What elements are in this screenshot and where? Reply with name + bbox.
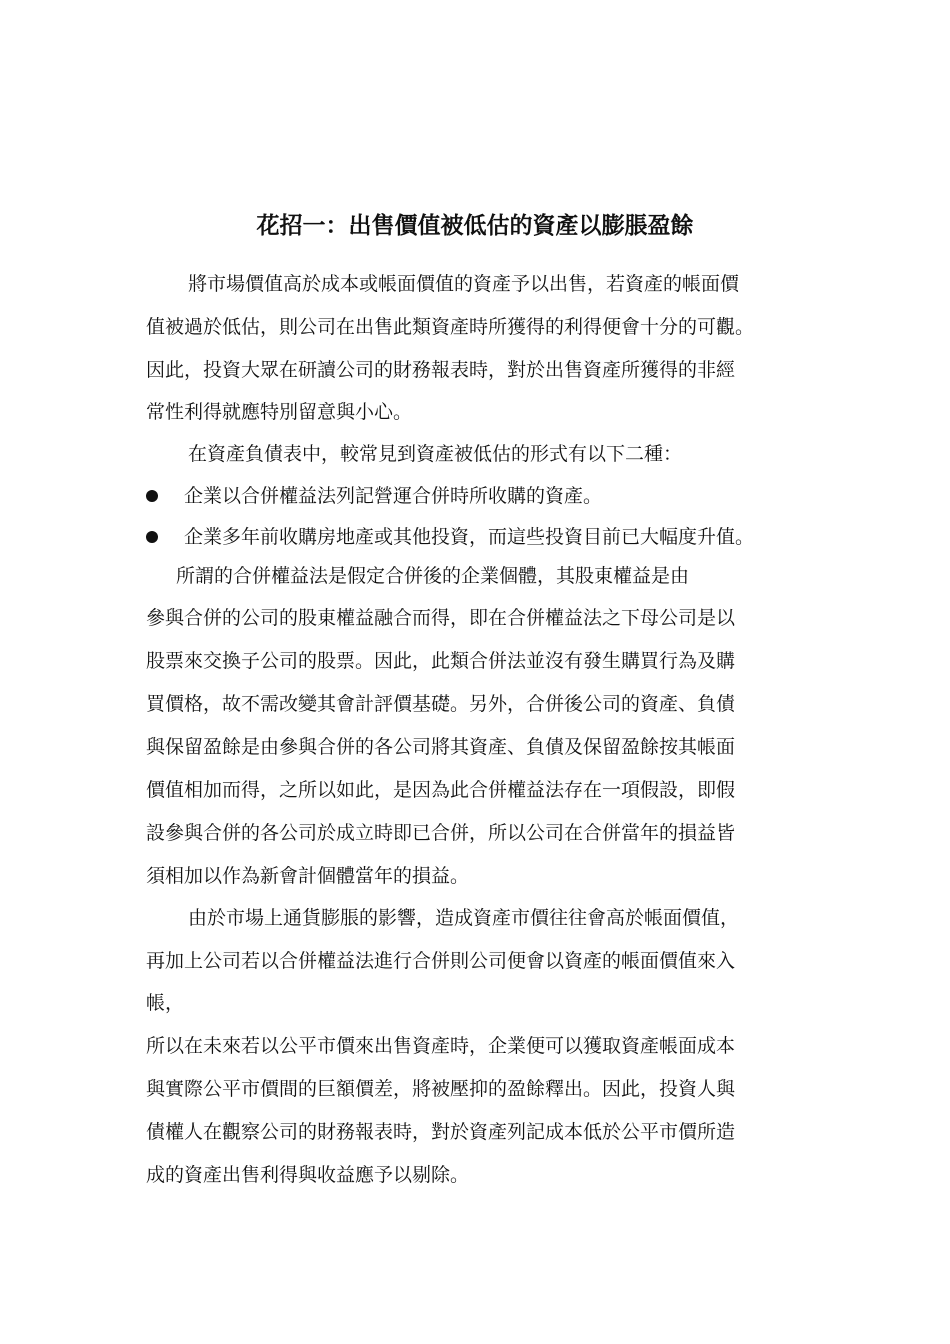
paragraph-3-line-4: 買價格，故不需改變其會計評價基礎。另外，合併後公司的資產、負債 [146,693,736,715]
paragraph-3-line-1: 所謂的合併權益法是假定合併後的企業個體，其股東權益是由 [176,565,690,587]
paragraph-5-line-4: 成的資產出售利得與收益應予以剔除。 [146,1164,470,1186]
bullet-icon [146,490,158,502]
paragraph-1-line-3: 因此，投資大眾在研讀公司的財務報表時，對於出售資產所獲得的非經 [146,359,736,381]
paragraph-3-line-2: 參與合併的公司的股東權益融合而得，即在合併權益法之下母公司是以 [146,607,736,629]
paragraph-3-line-6: 價值相加而得，之所以如此，是因為此合併權益法存在一項假設，即假 [146,779,736,801]
paragraph-1-line-2: 值被過於低估，則公司在出售此類資產時所獲得的利得便會十分的可觀。 [146,316,755,338]
paragraph-3-line-7: 設參與合併的各公司於成立時即已合併，所以公司在合併當年的損益皆 [146,822,736,844]
paragraph-3-line-8: 須相加以作為新會計個體當年的損益。 [146,865,470,887]
bullet-item-2: 企業多年前收購房地產或其他投資，而這些投資目前已大幅度升值。 [184,526,755,548]
paragraph-4-line-2: 再加上公司若以合併權益法進行合併則公司便會以資產的帳面價值來入 [146,950,736,972]
paragraph-1-line-1: 將市場價值高於成本或帳面價值的資產予以出售，若資產的帳面價 [188,273,740,295]
paragraph-2: 在資產負債表中，較常見到資產被低估的形式有以下二種： [188,443,683,465]
bullet-item-1: 企業以合併權益法列記營運合併時所收購的資產。 [184,485,603,507]
paragraph-5-line-3: 債權人在觀察公司的財務報表時，對於資產列記成本低於公平市價所造 [146,1121,736,1143]
paragraph-4-line-1: 由於市場上通貨膨脹的影響，造成資產市價往往會高於帳面價值， [188,907,740,929]
paragraph-5-line-2: 與實際公平市價間的巨額價差，將被壓抑的盈餘釋出。因此，投資人與 [146,1078,736,1100]
page-title: 花招一：出售價值被低估的資產以膨脹盈餘 [256,212,694,239]
bullet-icon [146,531,158,543]
paragraph-3-line-5: 與保留盈餘是由參與合併的各公司將其資產、負債及保留盈餘按其帳面 [146,736,736,758]
paragraph-4-line-3: 帳， [146,992,185,1014]
paragraph-5-line-1: 所以在未來若以公平市價來出售資產時，企業便可以獲取資產帳面成本 [146,1035,736,1057]
paragraph-1-line-4: 常性利得就應特別留意與小心。 [146,401,413,423]
paragraph-3-line-3: 股票來交換子公司的股票。因此，此類合併法並沒有發生購買行為及購 [146,650,736,672]
